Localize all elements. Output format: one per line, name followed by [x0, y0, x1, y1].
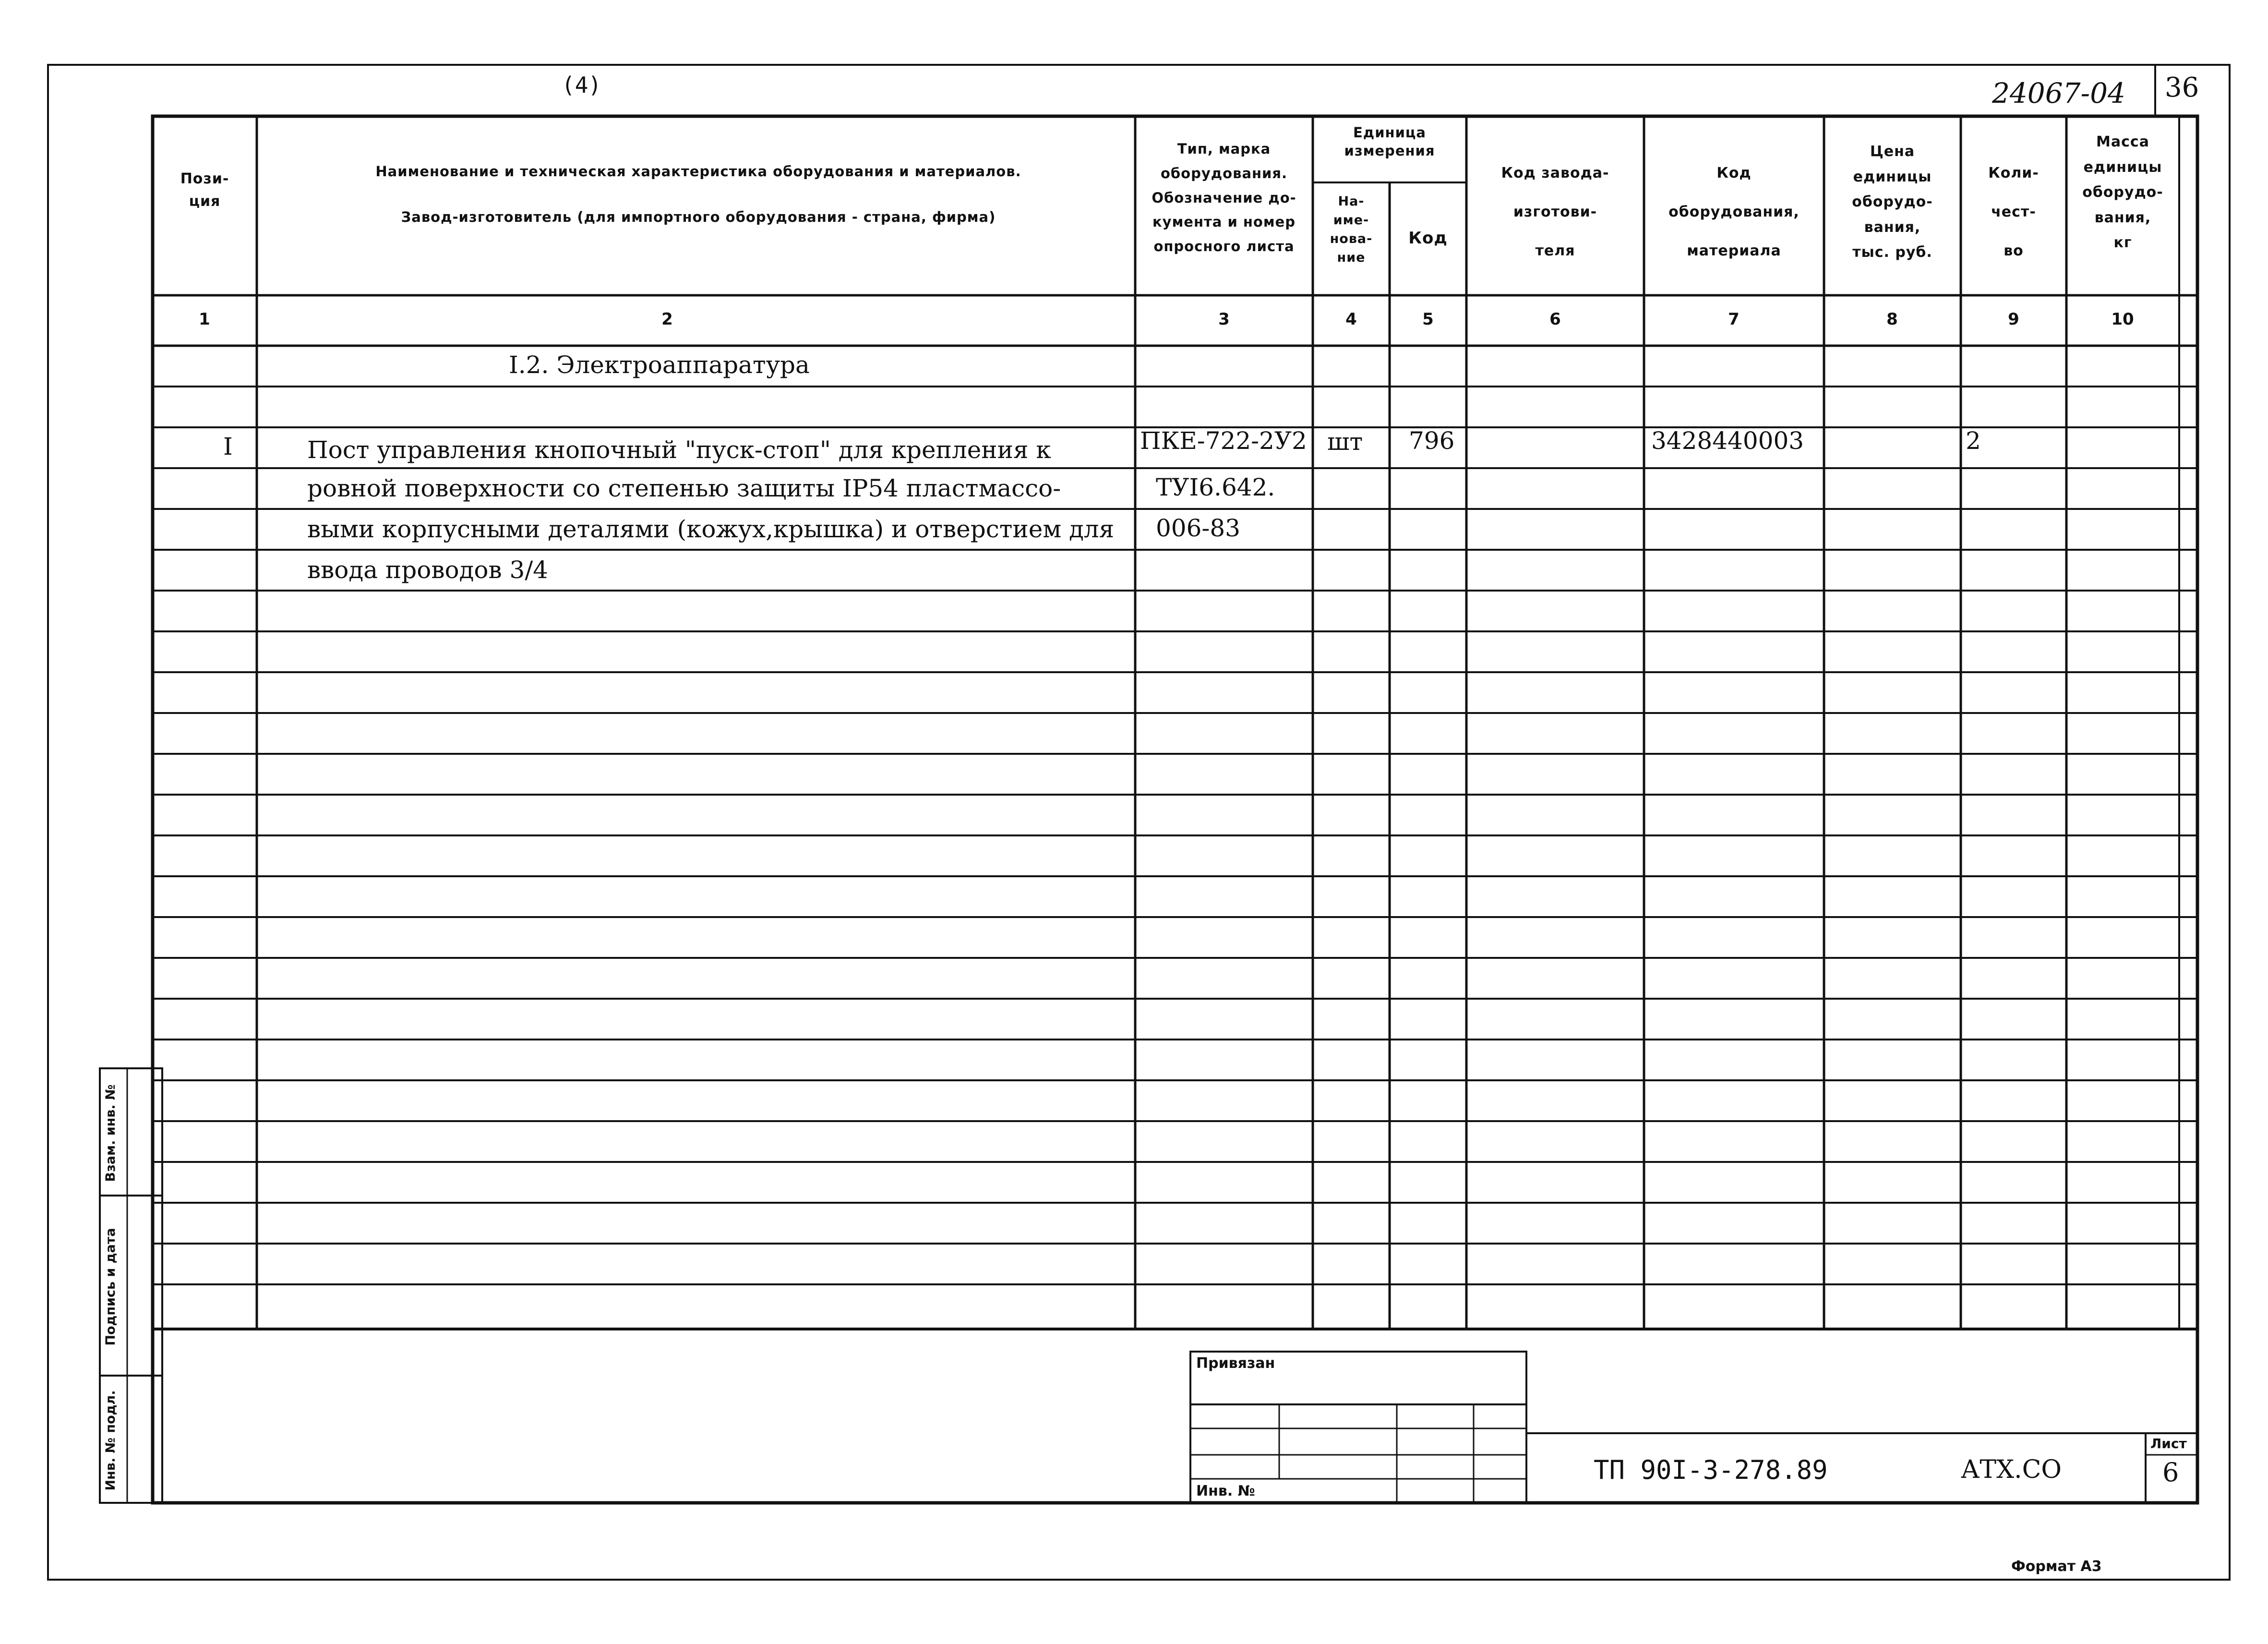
- row-quantity: 2: [1966, 427, 1981, 455]
- document-code: ТП 90I-3-278.89: [1594, 1455, 1828, 1485]
- archive-number: 24067-04: [1992, 77, 2125, 109]
- row-type-line2: ТУI6.642.: [1156, 473, 1275, 501]
- header-price: Цена единицы оборудо- вания, тыс. руб.: [1852, 143, 1933, 261]
- sheet-top-number: 36: [2165, 72, 2199, 103]
- header-equip-code: Код оборудования, материала: [1668, 165, 1800, 259]
- header-type: Тип, марка оборудования. Обозначение до- кумента и номер опросного листа: [1152, 141, 1296, 254]
- side-label-replaced-inv: Взам. инв. №: [103, 1084, 118, 1182]
- row-unit-name: шт: [1327, 428, 1363, 456]
- row-name-line4: ввода проводов 3/4: [307, 556, 548, 584]
- header-unit: Единица измерения: [1344, 124, 1435, 159]
- col-number-1: 1: [199, 310, 210, 329]
- row-type-line1: ПКЕ-722-2У2: [1140, 427, 1307, 455]
- row-unit-code: 796: [1409, 427, 1455, 455]
- header-position: Пози- ция: [180, 170, 229, 210]
- stamp-inv-no: Инв. №: [1196, 1483, 1255, 1499]
- header-unit-name: На- име- нова- ние: [1330, 194, 1373, 266]
- row-name-line1: Пост управления кнопочный "пуск-стоп" для крепления к: [307, 436, 1051, 464]
- side-label-signature-date: Подпись и дата: [103, 1228, 118, 1346]
- row-equipment-code: 3428440003: [1651, 427, 1804, 455]
- stamp-privyazan: Привязан: [1196, 1355, 1275, 1372]
- top-label: (4): [562, 72, 602, 98]
- header-name-line2: Завод-изготовитель (для импортного оборудования - страна, фирма): [401, 209, 996, 225]
- row-type-line3: 006-83: [1156, 514, 1240, 542]
- row-position: I: [223, 433, 233, 460]
- sheet-number: 6: [2162, 1457, 2179, 1487]
- header-quantity: Коли- чест- во: [1988, 165, 2039, 259]
- header-unit-code: Код: [1408, 229, 1448, 248]
- col-number-5: 5: [1422, 310, 1434, 329]
- col-number-7: 7: [1728, 310, 1740, 329]
- col-number-9: 9: [2008, 310, 2019, 329]
- format-label: Формат A3: [2011, 1558, 2102, 1575]
- row-name-line2: ровной поверхности со степенью защиты IP54 пластмассо-: [307, 474, 1061, 502]
- row-name-line3: выми корпусными деталями (кожух,крышка) и отверстием для: [307, 515, 1115, 543]
- col-number-2: 2: [661, 310, 673, 329]
- col-number-3: 3: [1218, 310, 1230, 329]
- document-mark: АТХ.СО: [1961, 1455, 2062, 1484]
- col-number-4: 4: [1345, 310, 1357, 329]
- side-label-original-inv: Инв. № подл.: [103, 1390, 118, 1491]
- header-name-line1: Наименование и техническая характеристика оборудования и материалов.: [375, 163, 1021, 180]
- col-number-10: 10: [2111, 310, 2134, 329]
- col-number-6: 6: [1549, 310, 1561, 329]
- header-mass: Масса единицы оборудо- вания, кг: [2082, 133, 2163, 251]
- header-plant-code: Код завода- изготови- теля: [1501, 165, 1609, 259]
- sheet-label: Лист: [2150, 1436, 2187, 1451]
- col-number-8: 8: [1886, 310, 1898, 329]
- section-title: I.2. Электроаппаратура: [509, 351, 810, 379]
